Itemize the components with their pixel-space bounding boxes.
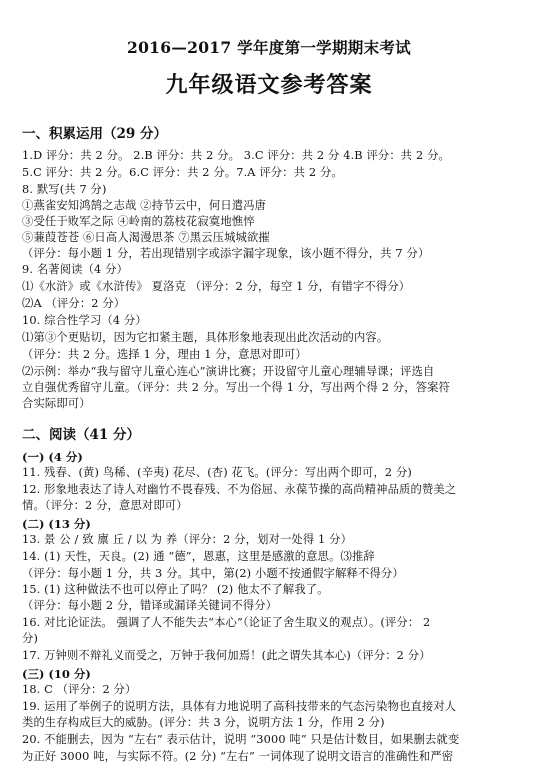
- answer-line: ⑵A （评分：2 分）: [22, 297, 126, 310]
- answer-line: 情。（评分：2 分，意思对即可）: [22, 499, 188, 512]
- answer-line: （评分：每小题 1 分，共 3 分。其中，第(2) 小题不按通假字解释不得分）: [22, 567, 404, 580]
- answer-line: 12. 形象地表达了诗人对幽竹不畏春残、不为俗屈、永葆节操的高尚精神品质的赞美之: [22, 483, 457, 496]
- answer-line: ⑵示例：举办“我与留守儿童心连心”演讲比赛；开设留守儿童心理辅导课；评选自: [22, 365, 435, 378]
- answer-line: 17. 万钟则不辩礼义而受之，万钟于我何加焉！(此之谓失其本心)（评分：2 分）: [22, 649, 431, 662]
- answer-line: 1.D 评分：共 2 分。 2.B 评分：共 2 分。 3.C 评分：共 2 分 4.B 评分：共 2 分。: [22, 149, 450, 162]
- answer-line: ③受任于败军之际 ④岭南的荔枝花寂寞地憔悴: [22, 215, 255, 228]
- answer-line: ⑤蒹葭苍苍 ⑥日高人渴漫思茶 ⑦黑云压城城欲摧: [22, 231, 270, 244]
- answer-line: ⑴《水浒》或《水浒传》 夏洛克 （评分：2 分，每空 1 分，有错字不得分）: [22, 280, 411, 293]
- answer-line: 为正好 3000 吨，与实际不符。(2 分) “左右” 一词体现了说明文语言的准确性和严密: [22, 750, 454, 763]
- answer-line: （评分：每小题 1 分，若出现错别字或添字漏字现象，该小题不得分，共 7 分）: [22, 247, 430, 260]
- answer-line: 8. 默写(共 7 分): [22, 183, 107, 196]
- answer-line: 13. 景 公 / 致 廪 丘 / 以 为 养（评分：2 分，划对一处得 1 分）: [22, 533, 353, 546]
- answer-line: 20. 不能删去，因为 “左右” 表示估计，说明 “3000 吨” 只是估计数目，如果删去就变: [22, 733, 460, 746]
- answer-line: 10. 综合性学习（4 分）: [22, 314, 147, 327]
- subsection-heading: (一) (4 分): [22, 450, 83, 464]
- answer-line: ①燕雀安知鸿鹄之志哉 ②持节云中，何日遣冯唐: [22, 199, 267, 212]
- answer-line: 16. 对比论证法。 强调了人不能失去“本心”（论证了舍生取义的观点）。(评分： 2: [22, 616, 431, 629]
- answer-line: （评分：每小题 2 分，错译或漏译关键词不得分）: [22, 599, 278, 612]
- answer-line: 11. 残春、(黄) 鸟稀、(辛夷) 花尽、(杏) 花飞。(评分：写出两个即可，2 分): [22, 466, 412, 479]
- document-title: 九年级语文参考答案: [165, 72, 373, 98]
- answer-line: 9. 名著阅读（4 分）: [22, 263, 129, 276]
- answer-line: 14. (1) 天性，天良。(2) 通 “德”，恩惠，这里是感激的意思。⑶推辞: [22, 550, 375, 563]
- answer-line: 合实际即可）: [22, 397, 91, 410]
- answer-line: 18. C （评分：2 分）: [22, 683, 137, 696]
- answer-line: 分): [22, 632, 39, 645]
- answer-line: （评分：共 2 分。选择 1 分，理由 1 分，意思对即可）: [22, 348, 307, 361]
- subsection-heading: (三) (10 分): [22, 667, 91, 681]
- subsection-heading: (二) (13 分): [22, 517, 91, 531]
- answer-line: 立自强优秀留守儿童。（评分：共 2 分。写出一个得 1 分，写出两个得 2 分，答案符: [22, 381, 451, 394]
- answer-line: 19. 运用了举例子的说明方法，具体有力地说明了高科技带来的气态污染物也直接对人: [22, 700, 457, 713]
- section-heading-accumulation: 一、积累运用（29 分）: [22, 126, 167, 142]
- answer-line: ⑴第③个更贴切，因为它扣紧主题，具体形象地表现出此次活动的内容。: [22, 331, 389, 344]
- answer-line: 类的生存构成巨大的威胁。(评分：共 3 分，说明方法 1 分，作用 2 分): [22, 716, 385, 729]
- answer-line: 15. (1) 这种做法不也可以停止了吗？ (2) 他太不了解我了。: [22, 583, 329, 596]
- answer-line: 5.C 评分：共 2 分。6.C 评分：共 2 分。7.A 评分：共 2 分。: [22, 166, 343, 179]
- section-heading-reading: 二、阅读（41 分）: [22, 427, 140, 443]
- exam-title: 2016—2017 学年度第一学期期末考试: [127, 38, 411, 57]
